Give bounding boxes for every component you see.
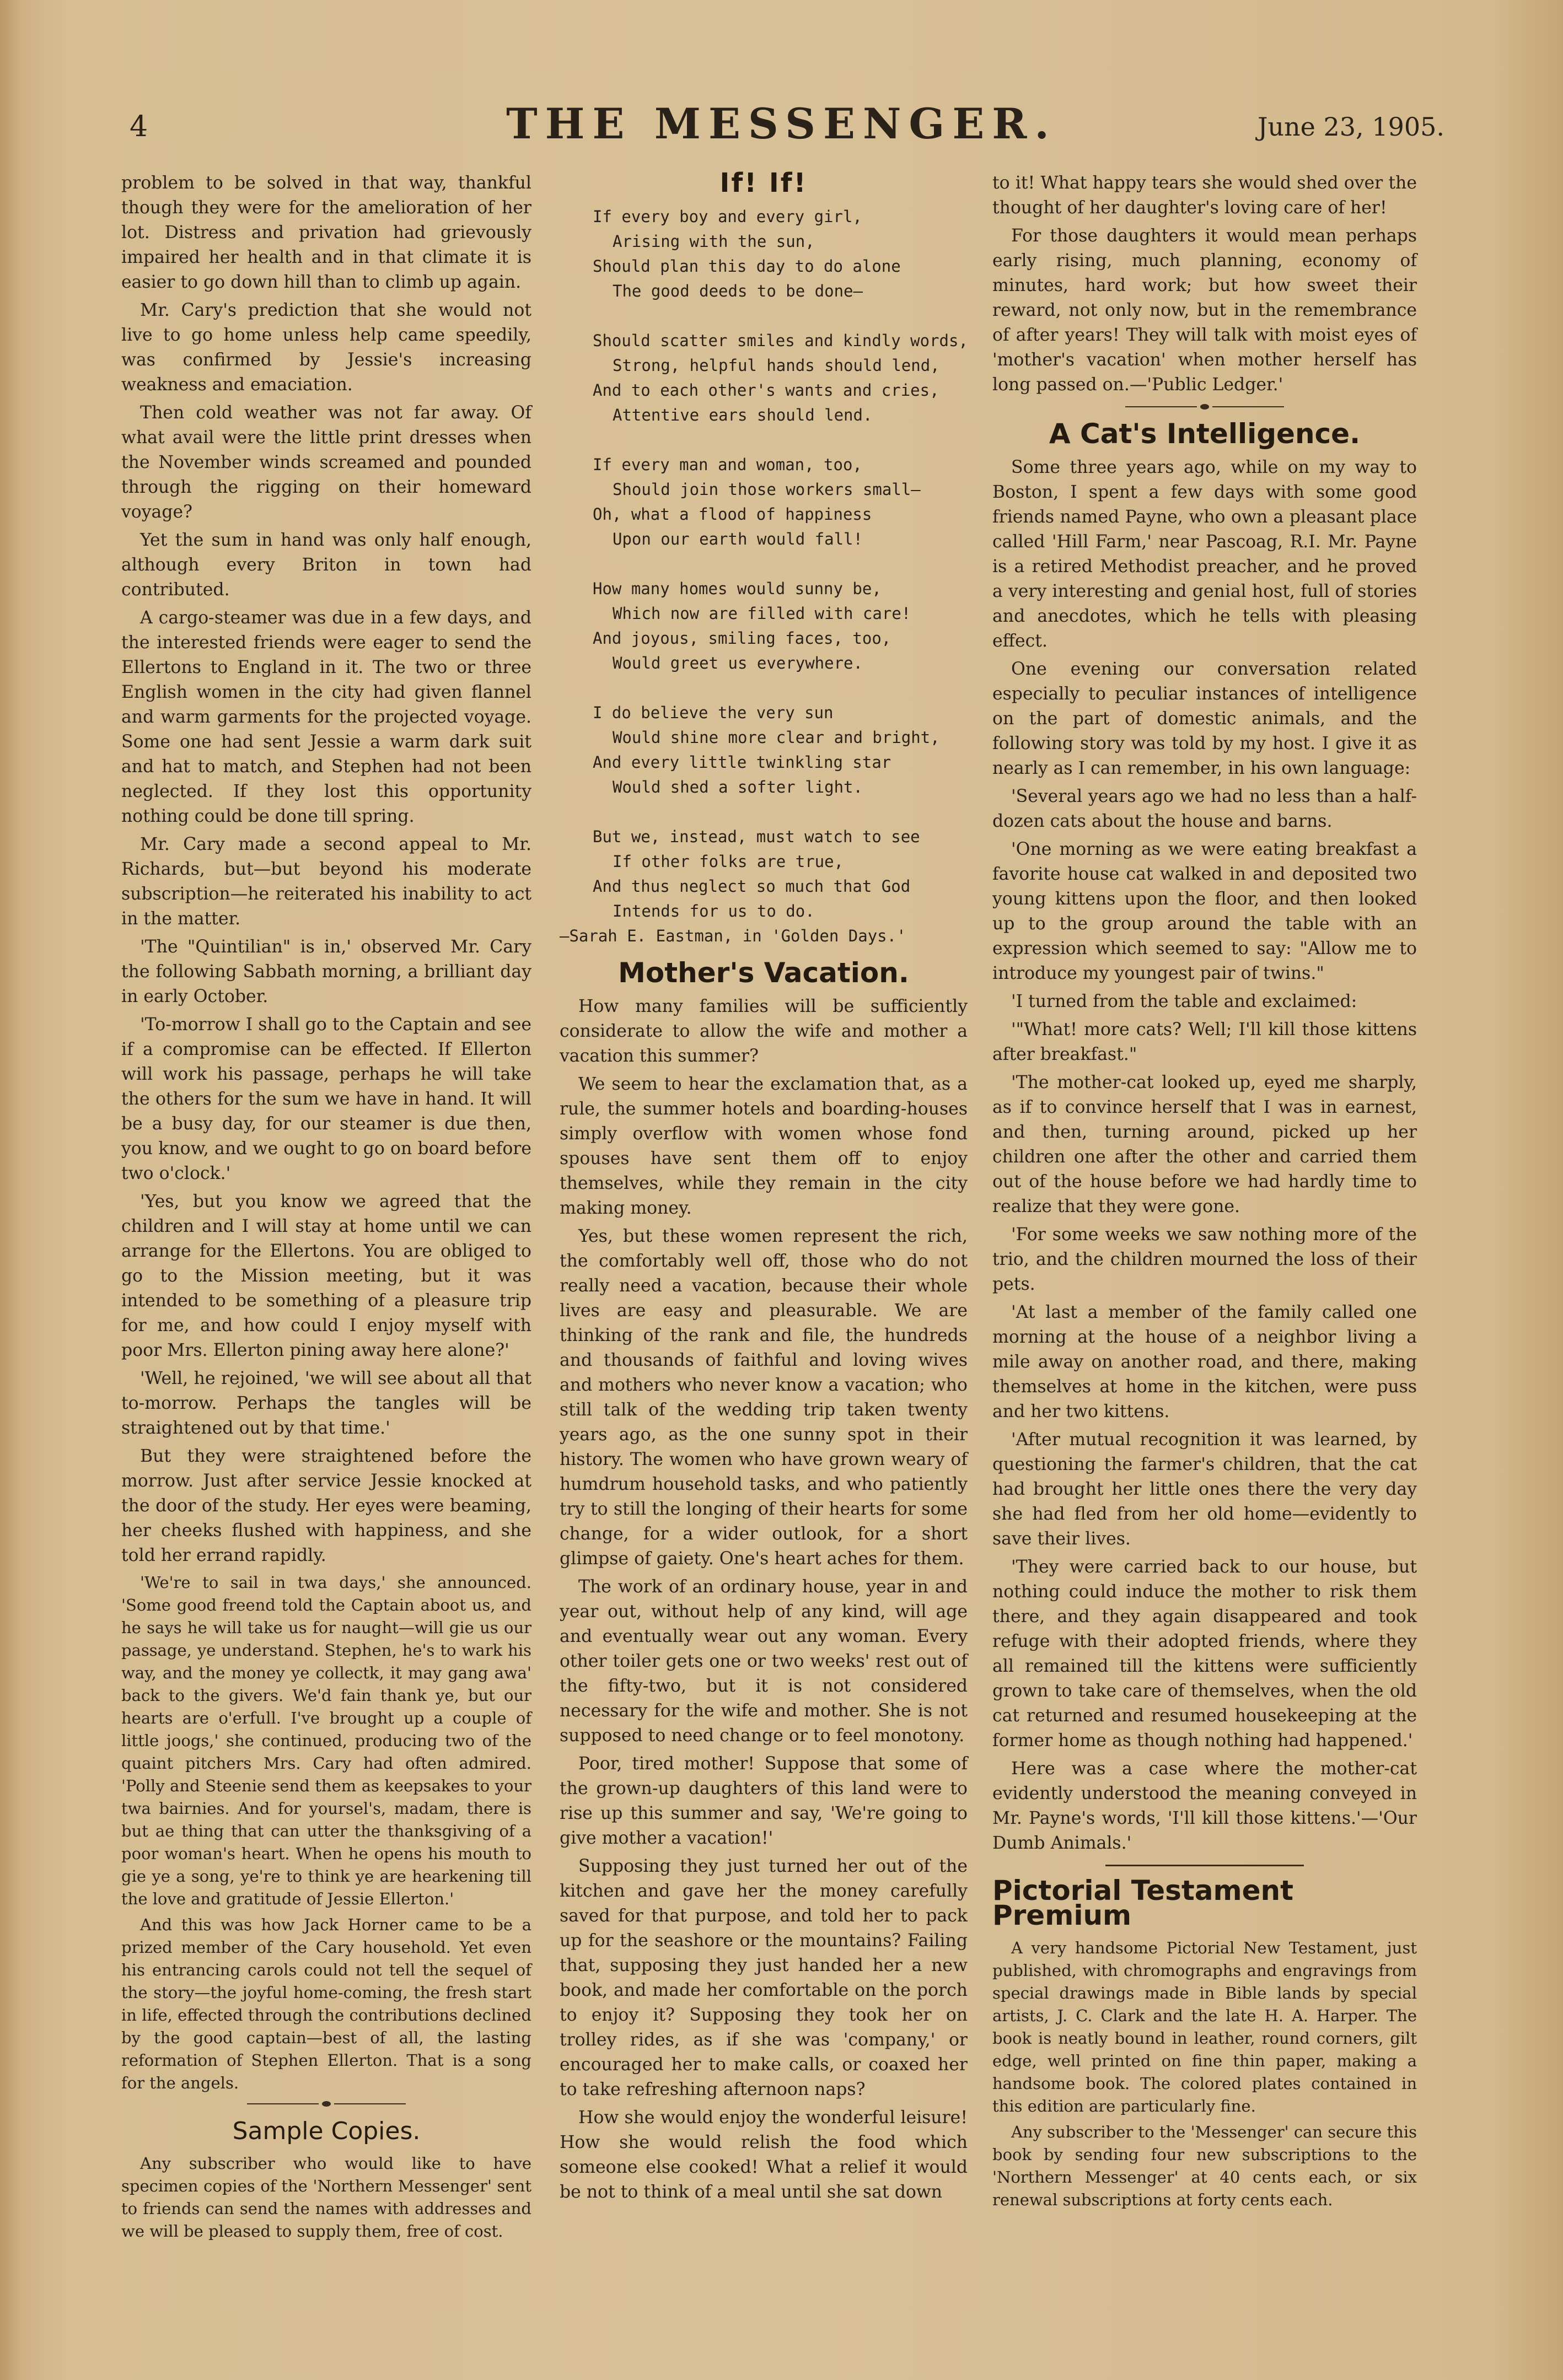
- article-paragraph: How she would enjoy the wonderful leisure! How she would relish the food which someone else cooked! What a relief it would be not to think of a meal until she sat down: [560, 2108, 968, 2202]
- poem-line: Attentive ears should lend.: [613, 406, 873, 424]
- poem-stanza: [593, 329, 968, 428]
- poem: [593, 204, 968, 924]
- poem-line: Upon our earth would fall!: [613, 530, 863, 548]
- article-paragraph: Here was a case where the mother-cat evidently understood the meaning conveyed in Mr. Payne's words, 'I'll kill those kittens.'—'Our Dumb Animals.': [992, 1759, 1417, 1853]
- poem-line: And to each other's wants and cries,: [593, 381, 939, 400]
- column-2: [560, 168, 968, 2208]
- poem-line: Intends for us to do.: [613, 902, 815, 920]
- article-paragraph: One evening our conversation related especially to peculiar instances of intelligence on the part of domestic animals, and the following story was told by my host. I give it as nearly as I can remember, in his own language:: [992, 659, 1417, 778]
- page-number: 4: [130, 110, 148, 143]
- column-3: [992, 171, 1417, 2215]
- premium-paragraph: A very handsome Pictorial New Testament, just published, with chromographs and engravings from special drawings made in Bible lands by special artists, J. C. Clark and the late H. A. Harper. The book is neatly bound in leather, round corners, gilt edge, well printed on fine thin paper, making a handsome book. The colored plates contained in this edition are particularly fine.: [992, 1939, 1417, 2115]
- masthead: [0, 77, 1563, 149]
- article-paragraph: 'At last a member of the family called one morning at the house of a neighbor living a mile away on another road, and there, making themselves at home in the kitchen, were puss and her two kittens.: [992, 1302, 1417, 1421]
- story-paragraph: Mr. Cary made a second appeal to Mr. Richards, but—but beyond his moderate subscription—he reiterated his inability to act in the matter.: [121, 834, 531, 929]
- poem-line: If every boy and every girl,: [593, 207, 862, 226]
- poem-line: And every little twinkling star: [593, 753, 891, 772]
- column-1: [121, 171, 531, 2246]
- poem-line: Would shine more clear and bright,: [613, 728, 940, 747]
- poem-stanza: [593, 453, 968, 552]
- article-paragraph: 'One morning as we were eating breakfast a favorite house cat walked in and deposited two young kittens upon the floor, and then looked up to the group around the table with an expression which seemed to say: "Allow me to introduce my youngest pair of twins.": [992, 839, 1417, 983]
- newspaper-title: THE MESSENGER.: [506, 99, 1057, 148]
- section-rule: [1105, 1865, 1304, 1866]
- testament-premium-heading: Pictorial Testament Premium: [992, 1875, 1294, 1931]
- article-paragraph: Some three years ago, while on my way to Boston, I spent a few days with some good friends named Payne, who own a pleasant place called 'Hill Farm,' near Pascoag, R.I. Mr. Payne is a retired Methodist preacher, and he proved a very interesting and genial host, full of stories and anecdotes, which he tells with pleasing effect.: [992, 457, 1417, 651]
- article-paragraph: 'They were carried back to our house, but nothing could induce the mother to risk them there, and they again disappeared and took refuge with their adopted friends, where they all remained till the kittens were sufficiently grown to take care of themselves, when the old cat returned and resumed housekeeping at the former home as though nothing had happened.': [992, 1557, 1417, 1751]
- poem-line: Would shed a softer light.: [613, 778, 863, 796]
- cats-intelligence-heading: A Cat's Intelligence.: [1049, 418, 1361, 450]
- poem-line: I do believe the very sun: [593, 703, 834, 722]
- article-paragraph: Poor, tired mother! Suppose that some of the grown-up daughters of this land were to rise up this summer and say, 'We're going to give mother a vacation!': [560, 1754, 968, 1848]
- poem-line: Should plan this day to do alone: [593, 257, 901, 276]
- story-paragraph: 'Well, he rejoined, 'we will see about all that to-morrow. Perhaps the tangles will be straightened out by that time.': [121, 1369, 531, 1438]
- article-paragraph: Supposing they just turned her out of the kitchen and gave her the money carefully saved for that purpose, and told her to pack up for the seashore or the mountains? Failing that, supposing they just handed her a new book, and made her comfortable on the porch to enjoy it? Supposing they took her on trolley rides, as if she was 'company,' or encouraged her to make calls, or coaxed her to take refreshing afternoon naps?: [560, 1856, 968, 2099]
- story-paragraph: 'The "Quintilian" is in,' observed Mr. Cary the following Sabbath morning, a brilliant day in early October.: [121, 937, 531, 1006]
- premium-paragraph: Any subscriber to the 'Messenger' can secure this book by sending four new subscriptions to the 'Northern Messenger' at 40 cents each, or six renewal subscriptions at forty cents each.: [992, 2123, 1417, 2209]
- poem-title: If! If!: [719, 168, 808, 198]
- poem-line: The good deeds to be done—: [613, 282, 863, 300]
- article-paragraph: How many families will be sufficiently considerate to allow the wife and mother a vacation this summer?: [560, 997, 968, 1066]
- poem-attribution: —Sarah E. Eastman, in 'Golden Days.': [560, 927, 906, 945]
- article-paragraph: We seem to hear the exclamation that, as a rule, the summer hotels and boarding-houses simply overflow with women whose fond spouses have sent them off to enjoy themselves, while they remain in the city making money.: [560, 1074, 968, 1218]
- poem-stanza: [593, 204, 968, 304]
- story-paragraph: And this was how Jack Horner came to be a prized member of the Cary household. Yet even his entrancing carols could not tell the sequel of the story—the joyful home-coming, the fresh start in life, effected through the contributions declined by the good captain—best of all, the lasting reformation of Stephen Ellerton. That is a song for the angels.: [121, 1915, 531, 2092]
- story-paragraph: 'Yes, but you know we agreed that the children and I will stay at home until we can arrange for the Ellertons. You are obliged to go to the Mission meeting, but it was intended to be something of a pleasure trip for me, and how could I enjoy myself with poor Mrs. Ellerton pining away here alone?': [121, 1192, 531, 1360]
- sample-copies-text: Any subscriber who would like to have specimen copies of the 'Northern Messenger' sent to friends can send the names with addresses and we will be pleased to supply them, free of cost.: [121, 2154, 531, 2241]
- article-paragraph: to it! What happy tears she would shed over the thought of her daughter's loving care of her!: [992, 173, 1417, 218]
- poem-line: Arising with the sun,: [613, 232, 815, 251]
- poem-stanza: [593, 701, 968, 800]
- poem-line: Strong, helpful hands should lend,: [613, 356, 940, 375]
- section-ornament: [121, 2101, 531, 2107]
- article-paragraph: 'I turned from the table and exclaimed:: [1011, 992, 1357, 1011]
- poem-line: But we, instead, must watch to see: [593, 827, 920, 846]
- story-paragraph: A cargo-steamer was due in a few days, and the interested friends were eager to send the Ellertons to England in it. The two or three English women in the city had given flannel and warm garments for the projected voyage. Some one had sent Jessie a warm dark suit and hat to match, and Stephen had not been neglected. If they lost this opportunity nothing could be done till spring.: [121, 608, 531, 826]
- poem-line: Should scatter smiles and kindly words,: [593, 331, 968, 350]
- story-paragraph: But they were straightened before the morrow. Just after service Jessie knocked at the door of the study. Her eyes were beaming, her cheeks flushed with happiness, and she told her errand rapidly.: [121, 1446, 531, 1565]
- story-paragraph: Then cold weather was not far away. Of what avail were the little print dresses when the November winds screamed and pounded through the rigging on their homeward voyage?: [121, 403, 531, 522]
- story-paragraph: 'We're to sail in twa days,' she announced. 'Some good freend told the Captain aboot us, and he says he will take us for naught—will gie us our passage, ye understand. Stephen, he's to wark his way, and the money ye collectk, it may gang awa' back to the givers. We'd fain thank ye, but our hearts are o'erfull. I've brought up a couple of little joogs,' she continued, producing two of the quaint pitchers Mrs. Cary had often admired. 'Polly and Steenie send them as keepsakes to your twa bairnies. And for yoursel's, madam, there is but ae thing that can utter the thanksgiving of a poor woman's heart. When he opens his mouth to gie ye a song, ye're to think ye are hearkening till the love and gratitude of Jessie Ellerton.': [121, 1573, 531, 1908]
- poem-line: If every man and woman, too,: [593, 455, 862, 474]
- article-paragraph: 'For some weeks we saw nothing more of the trio, and the children mourned the loss of their pets.: [992, 1225, 1417, 1294]
- poem-stanza: [593, 577, 968, 676]
- article-paragraph: 'Several years ago we had no less than a half-dozen cats about the house and barns.: [992, 787, 1417, 831]
- poem-line: Should join those workers small—: [613, 480, 921, 499]
- poem-line: Would greet us everywhere.: [613, 654, 863, 672]
- story-paragraph: problem to be solved in that way, thankful though they were for the amelioration of her lot. Distress and privation had grievously impaired her health and in that climate it is easier to go down hill than to climb up again.: [121, 173, 531, 292]
- article-paragraph: '"What! more cats? Well; I'll kill those kittens after breakfast.": [992, 1020, 1417, 1064]
- story-paragraph: Yet the sum in hand was only half enough, although every Briton in town had contributed.: [121, 530, 531, 600]
- poem-line: If other folks are true,: [613, 852, 844, 871]
- sample-copies-heading: Sample Copies.: [232, 2117, 421, 2145]
- poem-line: How many homes would sunny be,: [593, 579, 882, 598]
- poem-line: And thus neglect so much that God: [593, 877, 911, 896]
- mothers-vacation-heading: Mother's Vacation.: [618, 957, 909, 989]
- story-paragraph: Mr. Cary's prediction that she would not live to go home unless help came speedily, was confirmed by Jessie's increasing weakness and emaciation.: [121, 300, 531, 395]
- section-ornament: [992, 404, 1417, 410]
- article-paragraph: The work of an ordinary house, year in and year out, without help of any kind, will age and eventually wear out any woman. Every other toiler gets one or two weeks' rest out of the fifty-two, but it is not considered necessary for the wife and mother. She is not supposed to need change or to feel monotony.: [560, 1577, 968, 1746]
- story-paragraph: 'To-morrow I shall go to the Captain and see if a compromise can be effected. If Ellerton will work his passage, perhaps he will take the others for the sum we have in hand. It will be a busy day, for our steamer is due then, you know, and we ought to go on board before two o'clock.': [121, 1015, 531, 1183]
- poem-line: And joyous, smiling faces, too,: [593, 629, 891, 648]
- issue-date: June 23, 1905.: [1257, 112, 1444, 142]
- article-paragraph: 'After mutual recognition it was learned, by questioning the farmer's children, that the cat had brought her little ones there the very day she had fled from her old home—evidently to save their lives.: [992, 1430, 1417, 1549]
- article-paragraph: Yes, but these women represent the rich, the comfortably well off, those who do not really need a vacation, because their whole lives are easy and pleasurable. We are thinking of the rank and file, the hundreds and thousands of faithful and loving wives and mothers who never know a vacation; who still talk of the wedding trip taken twenty years ago, as the one sunny spot in their history. The women who have grown weary of humdrum household tasks, and who patiently try to still the longing of their hearts for some change, for a wider outlook, for a short glimpse of gaiety. One's heart aches for them.: [560, 1226, 968, 1569]
- poem-line: Oh, what a flood of happiness: [593, 505, 872, 524]
- article-paragraph: For those daughters it would mean perhaps early rising, much planning, economy of minutes, hard work; but how sweet their reward, not only now, but in the remembrance of after years! They will talk with moist eyes of 'mother's vacation' when mother herself has long passed on.—'Public Ledger.': [992, 226, 1417, 395]
- poem-line: Which now are filled with care!: [613, 604, 911, 623]
- poem-stanza: [593, 825, 968, 924]
- article-paragraph: 'The mother-cat looked up, eyed me sharply, as if to convince herself that I was in earnest, and then, turning around, picked up her children one after the other and carried them out of the house before we had hardly time to realize that they were gone.: [992, 1073, 1417, 1216]
